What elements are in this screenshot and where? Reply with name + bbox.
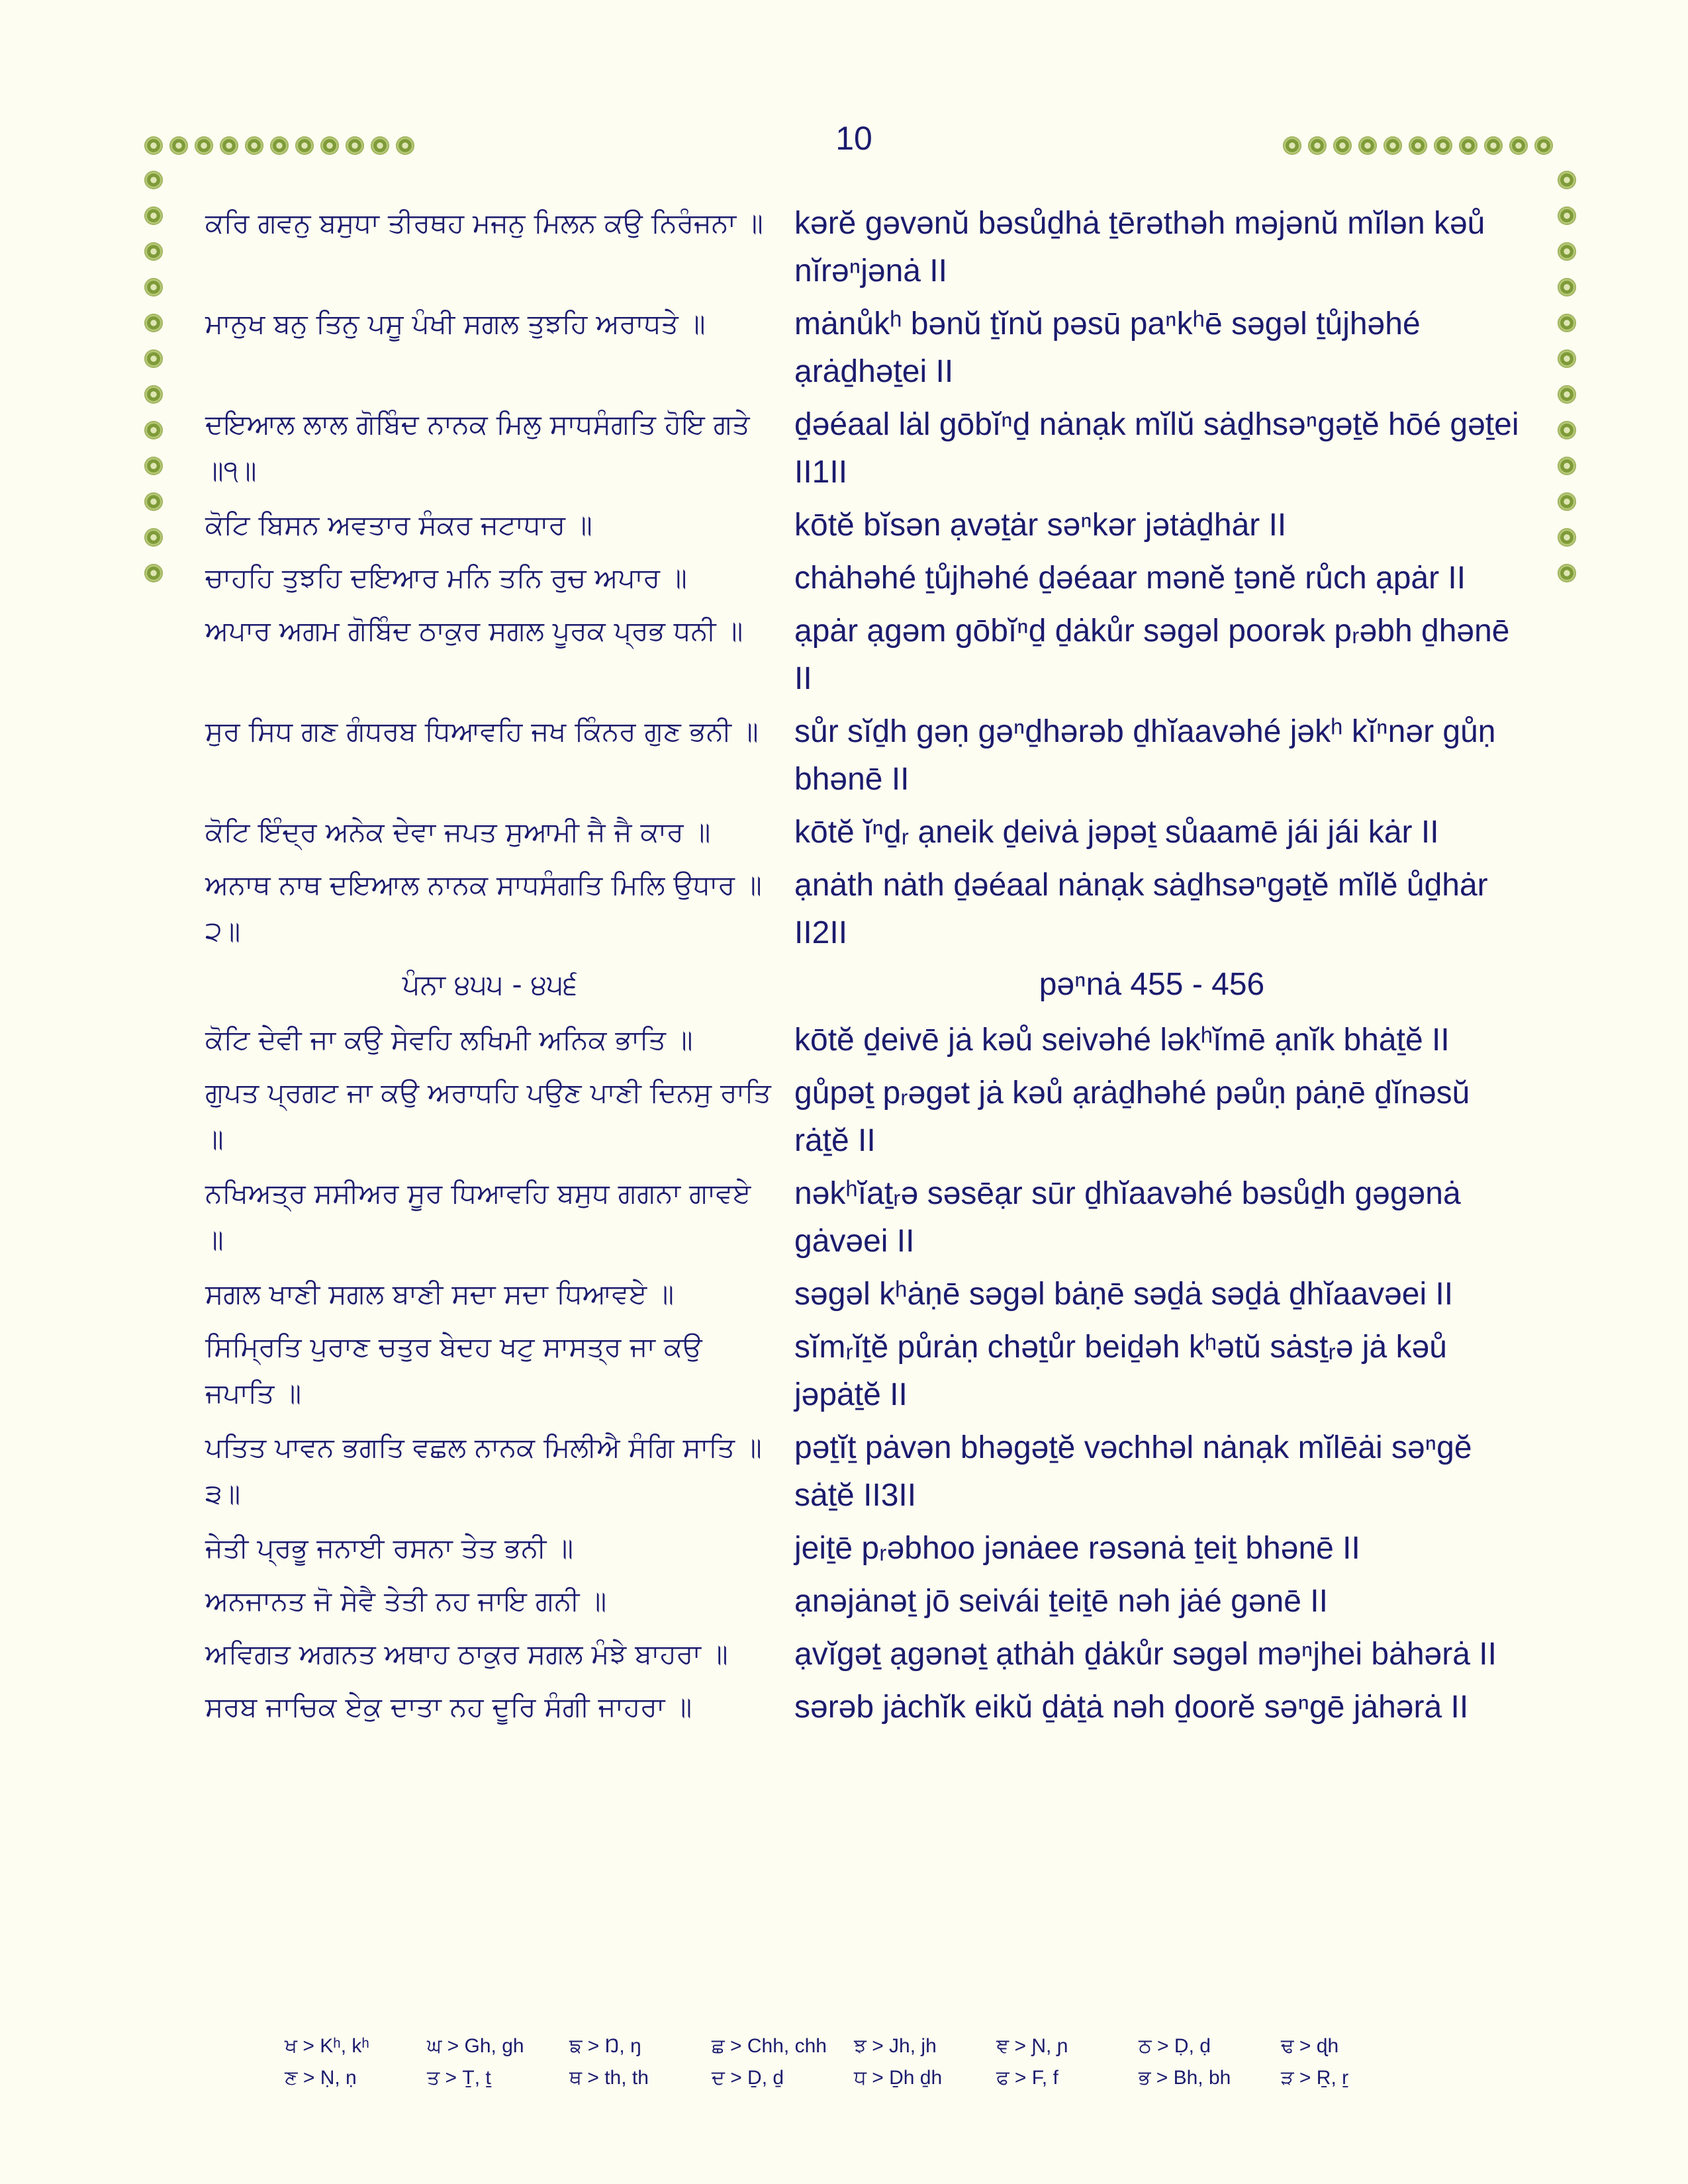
rosette-icon [144, 564, 163, 582]
transliteration-legend [285, 2035, 1423, 2089]
rosette-icon [1333, 136, 1352, 155]
legend-item: ਭ > Bh, bh [1139, 2067, 1231, 2089]
rosette-icon [1459, 136, 1477, 155]
rosette-icon [144, 492, 163, 511]
transliteration-line: kōtĕ bĭsən ạvəṯȧr səⁿkər jətȧḏhȧr II [794, 508, 1287, 543]
verse-row [205, 1525, 1529, 1572]
left-rosette-border [144, 171, 163, 582]
rosette-icon [144, 206, 163, 225]
gurmukhi-line: ਨਖਿਅਤ੍ਰ ਸਸੀਅਰ ਸੂਰ ਧਿਆਵਹਿ ਬਸੁਧ ਗਗਨਾ ਗਾਵਏ ॥ [205, 1177, 751, 1255]
rosette-icon [1283, 136, 1301, 155]
page-number: 10 [835, 120, 872, 157]
rosette-icon [195, 136, 213, 155]
gurmukhi-line: ਪਤਿਤ ਪਾਵਨ ਭਗਤਿ ਵਛਲ ਨਾਨਕ ਮਿਲੀਐ ਸੰਗਿ ਸਾਤਿ ॥੩॥ [205, 1432, 762, 1510]
legend-item: ਫ > F, f [996, 2067, 1058, 2089]
rosette-icon [1558, 278, 1576, 296]
gurmukhi-line: ਕਰਿ ਗਵਨੁ ਬਸੁਧਾ ਤੀਰਥਹ ਮਜਨੁ ਮਿਲਨ ਕਉ ਨਿਰੰਜਨਾ ॥ [205, 207, 763, 239]
legend-item: ਠ > Ḍ, ḍ [1139, 2035, 1211, 2057]
legend-item: ਝ > Jh, jh [854, 2035, 937, 2057]
legend-item: ਘ > Gh, gh [427, 2035, 524, 2057]
rosette-icon [1558, 421, 1576, 439]
rosette-icon [371, 136, 389, 155]
verse-row [205, 502, 1529, 549]
rosette-icon [144, 385, 163, 404]
gurmukhi-line: ਸੁਰ ਸਿਧ ਗਣ ਗੰਧਰਬ ਧਿਆਵਹਿ ਜਖ ਕਿੰਨਰ ਗੁਣ ਭਨੀ ॥ [205, 715, 759, 747]
rosette-icon [1558, 564, 1576, 582]
rosette-icon [1558, 349, 1576, 368]
transliteration-line: mȧnůkʰ bənŭ ṯĭnŭ pəsū paⁿkʰē səgəl ṯůjhəhé ạrȧḏhəṯei II [794, 306, 1421, 389]
transliteration-line: səgəl kʰȧṇē səgəl bȧṇē səḏȧ səḏȧ ḏhĭaavəei II [794, 1277, 1454, 1312]
gurmukhi-line: ਅਨਜਾਨਤ ਜੋ ਸੇਵੈ ਤੇਤੀ ਨਹ ਜਾਇ ਗਨੀ ॥ [205, 1585, 607, 1617]
gurmukhi-line: ਸਿਮ੍ਰਿਤਿ ਪੁਰਾਣ ਚਤੁਰ ਬੇਦਹ ਖਟੁ ਸਾਸਤ੍ਰ ਜਾ ਕਉ ਜਪਾਤਿ ॥ [205, 1331, 702, 1409]
top-right-rosette-border [1283, 136, 1553, 155]
rosette-icon [144, 278, 163, 296]
gurmukhi-line: ਅਵਿਗਤ ਅਗਨਤ ਅਥਾਹ ਠਾਕੁਰ ਸਗਲ ਮੰਝੇ ਬਾਹਰਾ ॥ [205, 1638, 728, 1670]
rosette-icon [1383, 136, 1402, 155]
transliteration-line: chȧhəhé ṯůjhəhé ḏəéaar mənĕ ṯənĕ růch ạpȧr II [794, 561, 1466, 596]
rosette-icon [144, 349, 163, 368]
rosette-icon [144, 457, 163, 475]
rosette-icon [245, 136, 263, 155]
page-reference-gurmukhi: ਪੰਨਾ ੪੫੫ - ੪੫੬ [402, 968, 578, 1001]
verse-table [205, 200, 1529, 1737]
transliteration-line: nəkʰĭaṯᵣə səsēạr sūr ḏhĭaavəhé bəsůḏh gəgənȧ gȧvəei II [794, 1176, 1461, 1259]
legend-item: ਛ > Chh, chh [712, 2035, 827, 2057]
transliteration-line: ạnəjȧnəṯ jō seivái ṯeiṯē nəh jȧé gənē II [794, 1584, 1328, 1619]
gurmukhi-line: ਮਾਨੁਖ ਬਨੁ ਤਿਨੁ ਪਸੂ ਪੰਖੀ ਸਗਲ ਤੁਝਹਿ ਅਰਾਧਤੇ ॥ [205, 308, 706, 340]
transliteration-line: kərĕ gəvənŭ bəsůḏhȧ ṯērəthəh məjənŭ mĭlən kəů nĭrəⁿjənȧ II [794, 206, 1485, 289]
verse-row [205, 1170, 1529, 1265]
verse-row [205, 555, 1529, 602]
rosette-icon [295, 136, 314, 155]
verse-row [205, 1631, 1529, 1678]
transliteration-line: sərəb jȧchĭk eikŭ ḏȧṯȧ nəh ḏoorĕ səⁿgē jȧhərȧ II [794, 1690, 1469, 1725]
verse-row [205, 1578, 1529, 1625]
legend-item: ਥ > th, th [569, 2067, 649, 2089]
verse-row [205, 401, 1529, 496]
transliteration-line: ḏəéaal lȧl gōbĭⁿḏ nȧnạk mĭlŭ sȧḏhsəⁿgəṯĕ hōé gəṯei II1II [794, 407, 1519, 490]
rosette-icon [396, 136, 414, 155]
page-reference-transliteration: pəⁿnȧ 455 - 456 [1039, 967, 1265, 1002]
gurmukhi-line: ਕੋਟਿ ਇੰਦ੍ਰ ਅਨੇਕ ਦੇਵਾ ਜਪਤ ਸੁਆਮੀ ਜੈ ਜੈ ਕਾਰ ॥ [205, 816, 711, 848]
gurmukhi-line: ਸਗਲ ਖਾਣੀ ਸਗਲ ਬਾਣੀ ਸਦਾ ਸਦਾ ਧਿਆਵਏ ॥ [205, 1278, 674, 1310]
legend-item: ੜ > Ṟ, ṟ [1281, 2067, 1349, 2089]
gurmukhi-line: ਕੋਟਿ ਦੇਵੀ ਜਾ ਕਉ ਸੇਵਹਿ ਲਖਿਮੀ ਅਨਿਕ ਭਾਤਿ ॥ [205, 1024, 693, 1056]
rosette-icon [169, 136, 188, 155]
rosette-icon [1358, 136, 1377, 155]
right-rosette-border [1558, 171, 1576, 582]
verse-row [205, 1684, 1529, 1731]
rosette-icon [1558, 528, 1576, 547]
rosette-icon [1534, 136, 1553, 155]
gurmukhi-line: ਅਪਾਰ ਅਗਮ ਗੋਬਿੰਦ ਠਾਕੁਰ ਸਗਲ ਪੂਰਕ ਪ੍ਰਭ ਧਨੀ ॥ [205, 615, 743, 647]
verse-row [205, 1271, 1529, 1318]
page-reference-heading [205, 962, 1529, 1007]
gurmukhi-line: ਚਾਹਹਿ ਤੁਝਹਿ ਦਇਆਰ ਮਨਿ ਤਨਿ ਰੁਚ ਅਪਾਰ ॥ [205, 562, 687, 594]
verse-row [205, 862, 1529, 957]
rosette-icon [144, 136, 163, 155]
transliteration-line: sůr sĭḏh gəṇ gəⁿḏhərəb ḏhĭaavəhé jəkʰ kĭⁿnər gůṇ bhənē II [794, 714, 1496, 797]
rosette-icon [320, 136, 339, 155]
verse-row [205, 809, 1529, 856]
verse-row [205, 608, 1529, 703]
legend-item: ਢ > ɖh [1281, 2035, 1339, 2057]
rosette-icon [144, 171, 163, 189]
gurmukhi-line: ਗੁਪਤ ਪ੍ਰਗਟ ਜਾ ਕਉ ਅਰਾਧਹਿ ਪਉਣ ਪਾਣੀ ਦਿਨਸੁ ਰਾਤਿ ॥ [205, 1077, 771, 1155]
rosette-icon [1558, 171, 1576, 189]
gurmukhi-line: ਦਇਆਲ ਲਾਲ ਗੋਬਿੰਦ ਨਾਨਕ ਮਿਲੁ ਸਾਧਸੰਗਤਿ ਹੋਇ ਗਤੇ ॥੧॥ [205, 408, 750, 486]
transliteration-line: sĭmᵣĭṯĕ půrȧṇ chəṯůr beiḏəh kʰətŭ sȧsṯᵣə jȧ kəů jəpȧṯĕ II [794, 1330, 1447, 1412]
verse-row [205, 200, 1529, 295]
rosette-icon [220, 136, 238, 155]
rosette-icon [1308, 136, 1327, 155]
rosette-icon [144, 314, 163, 332]
rosette-icon [346, 136, 364, 155]
gurmukhi-line: ਅਨਾਥ ਨਾਥ ਦਇਆਲ ਨਾਨਕ ਸਾਧਸੰਗਤਿ ਮਿਲਿ ਉਧਾਰ ॥੨॥ [205, 869, 762, 947]
verse-row [205, 1424, 1529, 1520]
rosette-icon [144, 242, 163, 261]
gurmukhi-line: ਜੇਤੀ ਪ੍ਰਭੂ ਜਨਾਈ ਰਸਨਾ ਤੇਤ ਭਨੀ ॥ [205, 1532, 574, 1564]
transliteration-line: kōtĕ ḏeivē jȧ kəů seivəhé ləkʰĭmē ạnĭk bhȧṯĕ II [794, 1023, 1450, 1058]
rosette-icon [1484, 136, 1503, 155]
rosette-icon [1434, 136, 1452, 155]
rosette-icon [270, 136, 289, 155]
rosette-icon [1558, 457, 1576, 475]
transliteration-line: kōtĕ ĭⁿḏᵣ ạneik ḏeivȧ jəpəṯ sůaamē jái jái kȧr II [794, 815, 1439, 850]
legend-item: ਧ > Ḏh ḏh [854, 2067, 943, 2089]
rosette-icon [1409, 136, 1427, 155]
legend-item: ਙ > Ŋ, ŋ [569, 2035, 641, 2057]
legend-item: ਣ > Ṇ, ṇ [285, 2067, 357, 2089]
transliteration-line: ạvĭgəṯ ạgənəṯ ạthȧh ḏȧkůr səgəl məⁿjhei bȧhərȧ II [794, 1637, 1497, 1672]
transliteration-line: pəṯĭṯ pȧvən bhəgəṯĕ vəchhəl nȧnạk mĭlēȧi səⁿgĕ sȧṯĕ II3II [794, 1430, 1472, 1513]
rosette-icon [1558, 206, 1576, 225]
legend-item: ਖ > Kʰ, kʰ [285, 2035, 369, 2057]
legend-item: ਦ > Ḏ, ḏ [712, 2067, 784, 2089]
top-left-rosette-border [144, 136, 414, 155]
verse-row [205, 1017, 1529, 1064]
rosette-icon [1558, 492, 1576, 511]
verse-row [205, 1069, 1529, 1165]
rosette-icon [144, 528, 163, 547]
rosette-icon [1558, 242, 1576, 261]
rosette-icon [1558, 314, 1576, 332]
verse-row [205, 300, 1529, 396]
transliteration-line: ạpȧr ạgəm gōbĭⁿḏ ḏȧkůr səgəl poorək pᵣəbh ḏhənē II [794, 614, 1510, 696]
verse-row [205, 1324, 1529, 1419]
rosette-icon [1509, 136, 1528, 155]
gurmukhi-line: ਸਰਬ ਜਾਚਿਕ ਏਕੁ ਦਾਤਾ ਨਹ ਦੂਰਿ ਸੰਗੀ ਜਾਹਰਾ ॥ [205, 1691, 692, 1723]
transliteration-line: gůpəṯ pᵣəgət jȧ kəů ạrȧḏhəhé pəůṇ pȧṇē ḏĭnəsŭ rȧṯĕ II [794, 1075, 1470, 1158]
gurmukhi-line: ਕੋਟਿ ਬਿਸਨ ਅਵਤਾਰ ਸੰਕਰ ਜਟਾਧਾਰ ॥ [205, 509, 592, 541]
legend-item: ਤ > Ṯ, ṯ [427, 2067, 491, 2089]
verse-row [205, 708, 1529, 803]
rosette-icon [1558, 385, 1576, 404]
rosette-icon [144, 421, 163, 439]
transliteration-line: jeiṯē pᵣəbhoo jənȧee rəsənȧ ṯeiṯ bhənē II [794, 1531, 1360, 1566]
legend-item: ਞ > Ɲ, ɲ [996, 2035, 1068, 2057]
transliteration-line: ạnȧth nȧth ḏəéaal nȧnạk sȧḏhsəⁿgəṯĕ mĭlĕ ůḏhȧr II2II [794, 868, 1488, 950]
